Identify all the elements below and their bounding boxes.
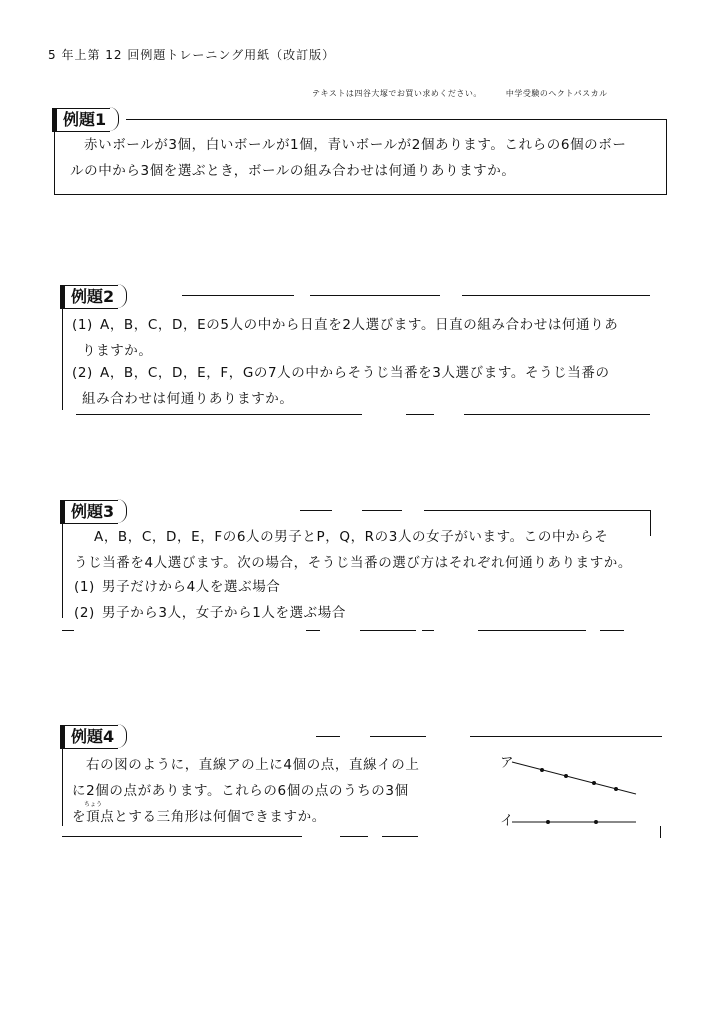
figure-line-a-label: ア bbox=[500, 755, 515, 771]
example-1-line-1: 赤いボールが3個，白いボールが1個，青いボールが2個あります。これらの6個のボー bbox=[84, 137, 627, 153]
example-3-line-1: A，B，C，D，E，Fの6人の男子とP，Q，Rの3人の女子がいます。この中からそ bbox=[94, 529, 609, 545]
worksheet-title: 5 年上第 12 回例題トレーニング用紙（改訂版） bbox=[48, 48, 336, 62]
example-2-item-1-num: (1) bbox=[72, 317, 93, 333]
example-1-label: 例題1 bbox=[52, 108, 110, 132]
example-2-item-2-num: (2) bbox=[72, 365, 93, 381]
example-1-line-2: ルの中から3個を選ぶとき，ボールの組み合わせは何通りありますか。 bbox=[70, 163, 516, 179]
header-note-text: テキストは四谷大塚でお買い求めください。 bbox=[312, 89, 482, 98]
figure-line-i-label: イ bbox=[500, 813, 515, 829]
figure-point-i-2 bbox=[594, 820, 598, 824]
example-3-line-2: うじ当番を4人選びます。次の場合，そうじ当番の選び方はそれぞれ何通りありますか。 bbox=[74, 555, 633, 571]
example-2-item-1-line-1: A，B，C，D，Eの5人の中から日直を2人選びます。日直の組み合わせは何通りあ bbox=[100, 317, 619, 333]
figure-point-a-4 bbox=[614, 787, 618, 791]
figure-point-a-2 bbox=[564, 774, 568, 778]
example-2-item-2-line-2: 組み合わせは何通りありますか。 bbox=[82, 391, 294, 407]
example-3-item-1-num: (1) bbox=[74, 579, 95, 595]
example-4-line-2: に2個の点があります。これらの6個の点のうちの3個 bbox=[72, 783, 409, 799]
example-2-item-2-line-1: A，B，C，D，E，F，Gの7人の中からそうじ当番を3人選びます。そうじ当番の bbox=[100, 365, 610, 381]
example-4-line-3: を頂点とする三角形は何個できますか。 bbox=[72, 809, 326, 825]
figure-point-i-1 bbox=[546, 820, 550, 824]
example-3-item-1-text: 男子だけから4人を選ぶ場合 bbox=[102, 579, 281, 595]
example-3-item-2-text: 男子から3人，女子から1人を選ぶ場合 bbox=[102, 605, 346, 621]
example-2-label: 例題2 bbox=[60, 285, 118, 309]
example-4-label: 例題4 bbox=[60, 725, 118, 749]
figure-point-a-1 bbox=[540, 768, 544, 772]
example-4-ruby: ちょう bbox=[84, 801, 103, 808]
example-2-item-1-line-2: りますか。 bbox=[82, 343, 153, 359]
figure-point-a-3 bbox=[592, 781, 596, 785]
example-3-label: 例題3 bbox=[60, 500, 118, 524]
example-4-line-1: 右の図のように，直線アの上に4個の点，直線イの上 bbox=[86, 757, 420, 773]
example-3-item-2-num: (2) bbox=[74, 605, 95, 621]
header-note-brand: 中学受験のヘクトパスカル bbox=[505, 89, 608, 98]
